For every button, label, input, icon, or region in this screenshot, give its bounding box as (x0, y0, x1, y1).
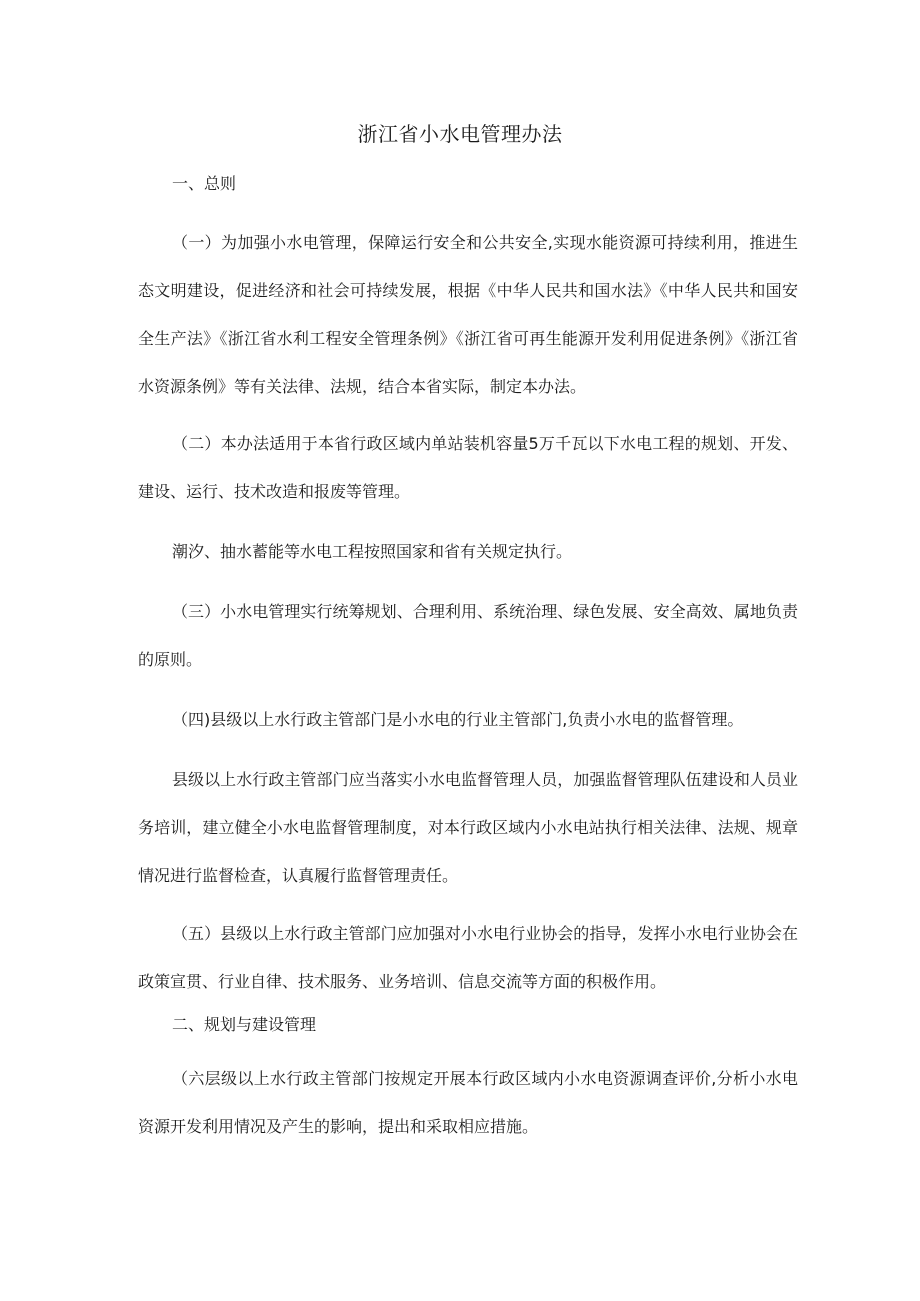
paragraph-article-1: （一）为加强小水电管理，保障运行安全和公共安全,实现水能资源可持续利用，推进生态文明建设，促进经济和社会可持续发展，根据《中华人民共和国水法》《中华人民共和国安全生产法》《浙江省水利工程安全管理条例》《浙江省可再生能源开发利用促进条例》《浙江省水资源条例》等有关法律、法规，结合本省实际，制定本办法。 (138, 233, 798, 396)
paragraph-article-2-note: 潮汐、抽水蓄能等水电工程按照国家和省有关规定执行。 (172, 542, 573, 561)
paragraph-article-4-detail: 县级以上水行政主管部门应当落实小水电监督管理人员，加强监督管理队伍建设和人员业务培训，建立健全小水电监督管理制度，对本行政区域内小水电站执行相关法律、法规、规章情况进行监督检查，认真履行监督管理责任。 (138, 770, 798, 885)
paragraph-article-6: （六层级以上水行政主管部门按规定开展本行政区域内小水电资源调查评价,分析小水电资源开发利用情况及产生的影响，提出和采取相应措施。 (138, 1069, 798, 1136)
section-heading-general: 一、总则 (172, 174, 237, 193)
paragraph-article-2: （二）本办法适用于本省行政区域内单站装机容量5万千瓦以下水电工程的规划、开发、建设、运行、技术改造和报废等管理。 (138, 434, 798, 501)
paragraph-article-4: （四)县级以上水行政主管部门是小水电的行业主管部门,负责小水电的监督管理。 (172, 710, 744, 729)
document-title: 浙江省小水电管理办法 (357, 122, 563, 146)
paragraph-article-5: （五）县级以上水行政主管部门应加强对小水电行业协会的指导，发挥小水电行业协会在政策宣贯、行业自律、技术服务、业务培训、信息交流等方面的积极作用。 (138, 924, 798, 991)
paragraph-article-3: （三）小水电管理实行统筹规划、合理利用、系统治理、绿色发展、安全高效、属地负责的原则。 (138, 602, 798, 669)
section-heading-planning: 二、规划与建设管理 (172, 1015, 317, 1034)
